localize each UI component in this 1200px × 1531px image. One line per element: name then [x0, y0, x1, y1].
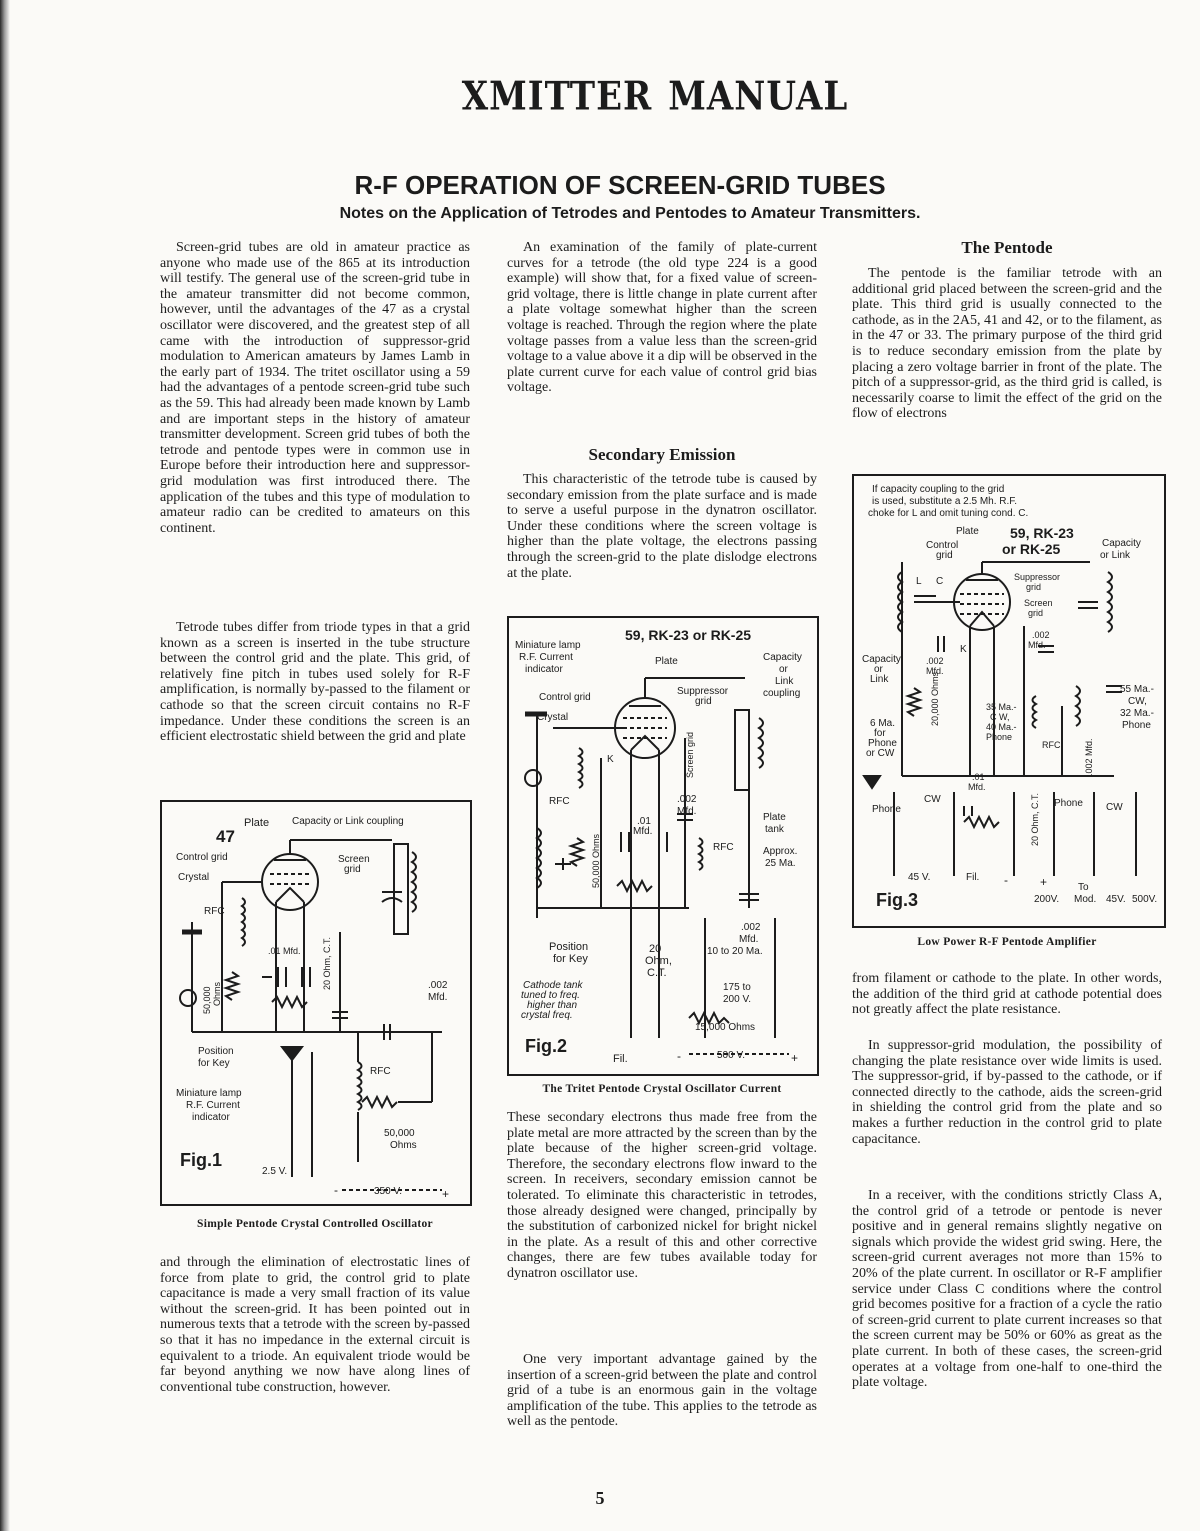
article-title: R-F OPERATION OF SCREEN-GRID TUBES [354, 170, 886, 200]
figure-3 [852, 474, 1166, 928]
fig3-phone-label: Phone [986, 732, 1013, 742]
col3-paragraph-1: The pentode is the familiar tetrode with an additional grid placed between the screen-grid and the plate. This third grid is usually connected to the cathode, as in the 2A5, 41 and 42, or to the filament, as in the 47 or 33. The primary purpose of the third grid is to reduce secondary emission from the plate by placing a zero voltage barrier in front of the plate. The pitch of a suppressor-grid, as the third grid is called, is necessarily coarse to limit the effect of the grid on the flow of electrons [852, 266, 1162, 422]
figure-3-schematic [854, 476, 1164, 926]
fig2-10-20ma-label: 10 to 20 Ma. [707, 946, 763, 957]
fig2-position-label: Position [549, 941, 589, 953]
masthead [461, 62, 849, 132]
fig3-to-label: To [1078, 882, 1089, 893]
fig2-15000-label: 15,000 Ohms [695, 1022, 756, 1033]
fig1-label: Fig.1 [180, 1150, 223, 1170]
fig2-plate-tank-1: Plate [763, 812, 786, 823]
fig3-c-label: C [936, 576, 944, 587]
fig3-mod-label: Mod. [1074, 894, 1097, 905]
fig2-cathode-tank-1: Cathode tank [523, 980, 583, 991]
fig3-or2-label: or [874, 664, 883, 675]
col3-paragraph-2: from filament or cathode to the plate. In other words, the addition of the third grid at cathode potential does not greatly affect the plate resistance. [852, 971, 1162, 1018]
fig2-for-key-label: for Key [553, 953, 588, 965]
fig3-l-label: L [916, 576, 922, 587]
masthead-left-word: XMITTER [461, 74, 653, 120]
fig1-plus-label: + [442, 1187, 450, 1201]
fig1-for-key-label: for Key [198, 1058, 230, 1069]
fig2-cathode-tank-4: crystal freq. [521, 1010, 573, 1021]
fig2-capacity-label: Capacity [763, 652, 802, 663]
fig2-mfd-label: Mfd. [677, 806, 697, 817]
fig3-plus-label: + [1040, 875, 1048, 889]
fig1-ohms-label: Ohms [212, 981, 222, 1006]
fig3-note-line2: is used, substitute a 2.5 Mh. R.F. [872, 496, 1018, 507]
fig3-or-link-label: or Link [1100, 550, 1131, 561]
fig3-k-label: K [960, 644, 967, 655]
fig2-fil-label: Fil. [613, 1053, 628, 1065]
fig3-screen-label: Screen [1024, 598, 1053, 608]
fig1-350v-label: 350 V. [374, 1186, 402, 1197]
fig3-20ohm-ct-label: 20 Ohm, C.T. [1030, 792, 1040, 846]
fig3-mfd002v-label: .002 Mfd. [1084, 738, 1094, 776]
fig2-20-label: 20 [649, 943, 662, 955]
fig3-note-line1: If capacity coupling to the grid [872, 484, 1005, 495]
fig3-45v-label: 45 V. [908, 872, 931, 883]
col2-paragraph-3: These secondary electrons thus made free from the plate metal are more attracted by the screen than by the plate because of the higher screen-grid voltage. Therefore, the secondary electrons flow inward to the screen. In receivers, secondary emission cannot be tolerated. To eliminate this characteristic in tetrodes, those already designed were changed, principally by the substitution of carbonized nickel for bright nickel in the plate. As a result of this and other corrective changes, there are few tubes available today for dynatron oscillator use. [507, 1110, 817, 1281]
fig3-cw-switch-label: CW [924, 794, 941, 805]
fig2-175-label: 175 to [723, 982, 751, 993]
fig2-plus-label: + [791, 1051, 799, 1065]
fig3-cap-01-label: .01 [972, 772, 985, 782]
fig2-cap-002b-label: .002 [741, 922, 761, 933]
fig3-plate-label: Plate [956, 526, 979, 537]
fig2-minus-label: - [677, 1049, 681, 1063]
fig3-tubes-line1: 59, RK-23 [1010, 525, 1074, 541]
fig1-rfc-label: RFC [204, 906, 225, 917]
fig1-plate-label: Plate [244, 817, 270, 829]
fig3-capacity2-label: Capacity [862, 654, 901, 665]
fig3-capacity-label: Capacity [1102, 538, 1141, 549]
fig1-cap-002-label: .002 [428, 980, 448, 991]
fig3-label: Fig.3 [876, 890, 919, 910]
fig2-supp-grid-label: grid [695, 696, 712, 707]
fig2-ohm-label: Ohm, [645, 955, 672, 967]
fig2-cap-002-label: .002 [677, 794, 697, 805]
fig3-cap-002a-label: .002 [1032, 630, 1050, 640]
fig1-lamp-line3: indicator [192, 1112, 230, 1123]
fig2-lamp-line1: Miniature lamp [515, 640, 581, 651]
fig3-fil-label: Fil. [966, 872, 980, 883]
fig2-approx-label: Approx. [763, 846, 798, 857]
fig2-coupling-label: coupling [763, 688, 801, 699]
fig1-position-label: Position [198, 1046, 234, 1057]
fig3-cw-label: C W, [990, 712, 1010, 722]
figure-3-caption: Low Power R-F Pentode Amplifier [917, 936, 1097, 948]
fig2-cathode-tank-2: tuned to freq. [521, 990, 580, 1001]
fig1-res2-label: 50,000 [384, 1128, 415, 1139]
fig1-cap-01-label: .01 Mfd. [268, 946, 301, 956]
fig2-ct-label: C.T. [647, 967, 667, 979]
col1-paragraph-2: Tetrode tubes differ from triode types in that a grid known as a screen is inserted in the tube structure between the control grid and the plate. This grid, of relatively fine pitch in tubes used solely for R-F amplification, is normally by-passed to the filament or cathode so that the screen circuit contains no R-F impedance. Under these conditions the screen is an efficient electrostatic shield between the grid and plate [160, 620, 470, 745]
fig2-200v-label: 200 V. [723, 994, 751, 1005]
fig2-screen-grid-label: Screen grid [685, 731, 695, 778]
fig2-tube-types: 59, RK-23 or RK-25 [625, 627, 752, 643]
fig1-20ohm-label: 20 Ohm, C.T. [322, 936, 332, 990]
fig2-label: Fig.2 [525, 1036, 568, 1056]
fig1-crystal-label: Crystal [178, 872, 210, 883]
fig2-mfd3-label: Mfd. [739, 934, 759, 945]
col2-paragraph-1: An examination of the family of plate-current curves for a tetrode (the old type 224 is a good example) will show that, for a fixed value of screen-grid voltage, there is little change in plate current after a plate voltage somewhat higher than the screen voltage is reached. Through the region where the plate voltage passes from a value less than the screen-grid voltage to a value above it a dip will be observed in the plate current curve for each value of control grid bias voltage. [507, 240, 817, 396]
fig3-cap-002b-label: .002 [926, 656, 944, 666]
fig3-32ma-label: 32 Ma.- [1120, 708, 1154, 719]
fig3-45v-b-label: 45V. [1106, 894, 1126, 905]
fig3-55ma-label: 55 Ma.- [1120, 684, 1154, 695]
fig3-link2-label: Link [870, 674, 889, 685]
fig2-suppressor-label: Suppressor [677, 686, 729, 697]
figure-2-schematic [509, 618, 817, 1074]
fig3-20000-label: 20,000 Ohms [930, 671, 940, 726]
fig2-plate-tank-2: tank [765, 824, 784, 835]
fig1-control-grid-label: Control grid [176, 852, 228, 863]
col1-paragraph-1: Screen-grid tubes are old in amateur practice as anyone who made use of the 865 at its introduction will testify. The general use of the screen-grid tube in the amateur transmitter did not become common, however, until the advantages of the 47 as a crystal oscillator were discovered, and the greatest step of all came with the introduction of suppressor-grid modulation to American amateurs by James Lamb in the early part of 1934. The tritet oscillator using a 59 had the advantages of a pentode screen-grid tube such as the 59. This had already been made known by Lamb and are important steps in the history of amateur transmitter development. Screen grid tubes of both the tetrode and pentode types were in common use in Europe before their introduction here and suppressor-grid modulation was first introduced there. The application of the tubes and this type of modulation to amateur radio can be credited to amateurs on this continent. [160, 240, 470, 536]
fig2-mfd2-label: Mfd. [633, 826, 653, 837]
col2-paragraph-2: This characteristic of the tetrode tube is caused by secondary emission from the plate surface and is made to serve a useful purpose in the dynatron oscillator. Under these conditions where the screen voltage is higher than the plate voltage, the electrons passing through the screen-grid to the plate dislodge electrons at the plate. [507, 472, 817, 581]
fig3-cw2-label: CW, [1128, 696, 1147, 707]
fig1-screen-grid-label: grid [344, 864, 361, 875]
fig3-or-cw-label: or CW [866, 748, 895, 759]
fig3-control-label: Control [926, 540, 959, 551]
col3-paragraph-3: In suppressor-grid modulation, the possibility of changing the plate resistance over wide limits is used. The suppressor-grid, if by-passed to the cathode, or if connected directly to the cathode, aids the screen-grid in shielding the control grid from the plate and so makes a further reduction in the control grid to plate capacitance. [852, 1038, 1162, 1147]
fig3-mfd-a-label: Mfd. [1028, 640, 1046, 650]
fig3-grid-label: grid [936, 550, 953, 561]
fig3-40ma-label: 40 Ma.- [986, 722, 1017, 732]
fig2-cap-01-label: .01 [637, 816, 651, 827]
fig1-coupling-label: Capacity or Link coupling [292, 816, 404, 827]
fig1-lamp-line2: R.F. Current [186, 1100, 240, 1111]
fig3-rfc-label: RFC [1042, 740, 1061, 750]
fig1-50000-label: 50,000 [202, 986, 212, 1014]
fig3-200v-label: 200V. [1034, 894, 1060, 905]
fig2-lamp-line3: indicator [525, 664, 563, 675]
figure-2-caption: The Tritet Pentode Crystal Oscillator Current [542, 1083, 782, 1095]
fig1-res2-ohms-label: Ohms [390, 1140, 417, 1151]
col2-paragraph-4: One very important advantage gained by the insertion of a screen-grid between the plate and control grid of a tube is an enormous gain in the voltage amplification of the tube. This applies to the tetrode as well as the pentode. [507, 1352, 817, 1430]
fig2-25ma-label: 25 Ma. [765, 858, 796, 869]
fig2-link-label: Link [775, 676, 794, 687]
fig3-tubes-line2: or RK-25 [1002, 541, 1061, 557]
fig3-35ma-label: 35 Ma.- [986, 702, 1017, 712]
fig2-500v-label: 500 V. [717, 1050, 745, 1061]
figure-2 [507, 616, 819, 1076]
fig2-rfc2-label: RFC [713, 842, 734, 853]
fig3-mfd-c-label: Mfd. [968, 782, 986, 792]
fig2-lamp-line2: R.F. Current [519, 652, 573, 663]
fig2-control-grid-label: Control grid [539, 692, 591, 703]
fig2-k-label: K [607, 754, 614, 765]
page-binding-shadow [0, 0, 10, 1531]
figure-1 [160, 800, 472, 1206]
col2-heading: Secondary Emission [588, 445, 736, 464]
fig3-for-label: for [874, 728, 886, 739]
fig3-6ma-label: 6 Ma. [870, 718, 896, 729]
fig3-mfd-b-label: Mfd. [926, 666, 944, 676]
fig1-rfc2-label: RFC [370, 1066, 391, 1077]
fig2-cathode-tank-3: higher than [527, 1000, 578, 1011]
col3-paragraph-4: In a receiver, with the conditions strictly Class A, the control grid of a tetrode or pentode is never positive and in general remains slightly negative on signals which provide the widest grid swing. Here, the screen-grid current averages not more than 15% to 20% of the plate current. In oscillator or R-F amplifier service under Class C conditions where the control grid becomes positive for a fraction of a cycle the ratio of screen-grid current to plate current increases so that the screen current may be 50% or 60% as great as the plate current. In both of these cases, the screen-grid operates at a voltage from one-half to one-third the plate voltage. [852, 1188, 1162, 1391]
fig1-2-5v-label: 2.5 V. [262, 1166, 288, 1177]
page-number: 5 [595, 1488, 605, 1508]
fig3-phone-switch2-label: Phone [1054, 798, 1083, 809]
fig1-tube-type: 47 [216, 827, 235, 846]
fig3-tube-envelope [954, 574, 1010, 630]
fig2-rfc-label: RFC [549, 796, 570, 807]
fig3-screen-grid-label: grid [1028, 608, 1044, 618]
fig3-note-line3: choke for L and omit tuning cond. C. [868, 508, 1029, 519]
fig2-50000-label: 50,000 Ohms [591, 833, 601, 888]
fig3-phone3-label: Phone [868, 738, 897, 749]
fig3-suppressor-label: Suppressor [1014, 572, 1061, 582]
fig3-phone-switch-label: Phone [872, 804, 901, 815]
article-subtitle: Notes on the Application of Tetrodes and Pentodes to Amateur Transmitters. [339, 205, 921, 222]
fig2-plate-label: Plate [655, 656, 678, 667]
fig1-lamp-line1: Miniature lamp [176, 1088, 242, 1099]
fig3-minus-label: - [1004, 873, 1008, 887]
fig1-mfd-label: Mfd. [428, 992, 448, 1003]
fig3-cw-switch2-label: CW [1106, 802, 1123, 813]
fig1-tube-envelope [262, 854, 318, 910]
fig3-supp-grid-label: grid [1026, 582, 1042, 592]
fig3-500v-label: 500V. [1132, 894, 1158, 905]
fig2-crystal-label: Crystal [537, 712, 569, 723]
col3-heading: The Pentode [961, 238, 1053, 257]
fig3-phone2-label: Phone [1122, 720, 1151, 731]
col1-paragraph-3: and through the elimination of electrostatic lines of force from plate to grid, the control grid to plate capacitance is made a very small fraction of its value without the screen-grid. It has been pointed out in numerous texts that a tetrode with the screen by-passed so that it has no impedance in the external circuit is equivalent to a triode. An equivalent triode would be far beyond anything we now have along lines of conventional tube construction, however. [160, 1255, 470, 1395]
masthead-right-word: MANUAL [668, 74, 849, 120]
figure-1-caption: Simple Pentode Crystal Controlled Oscillator [197, 1218, 433, 1230]
fig2-or-label: or [779, 664, 788, 675]
fig1-minus-label: - [334, 1183, 338, 1197]
figure-1-schematic [162, 802, 470, 1204]
fig1-screen-label: Screen [338, 854, 370, 865]
